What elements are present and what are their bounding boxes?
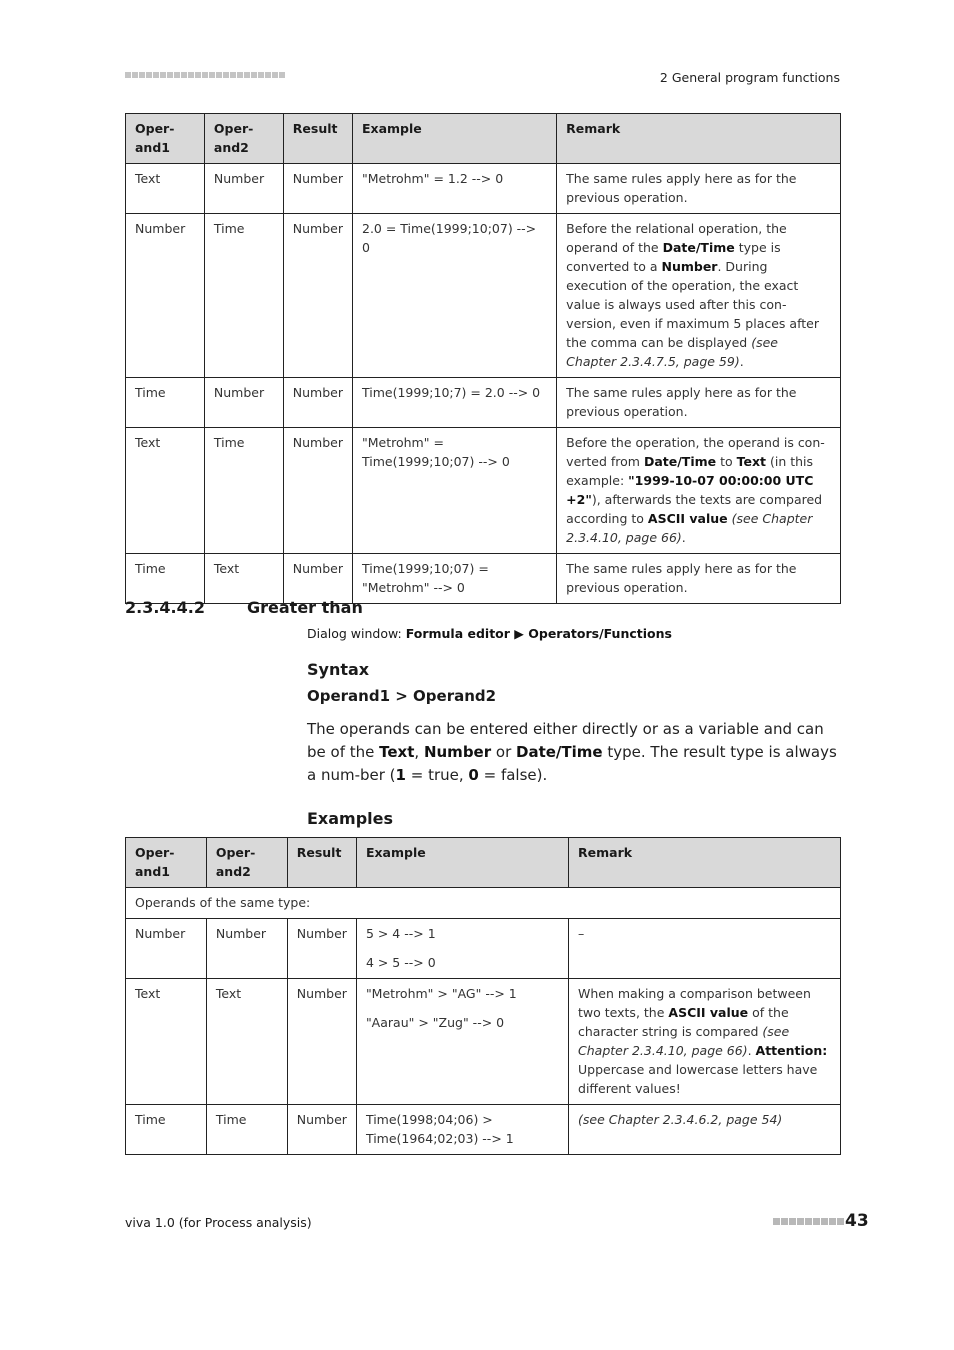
remark-text: . During execution of the operation, the exact value is always used after this con-version, even if maximum 5 places after the comma can be displayed <box>566 259 819 350</box>
header-decoration <box>125 72 285 78</box>
header-example: Example <box>356 838 568 888</box>
cell-result: Number <box>283 554 352 604</box>
cell-operand1: Number <box>126 919 207 979</box>
dialog-window-path <box>307 626 672 641</box>
cell-result: Number <box>287 1105 356 1155</box>
cross-reference[interactable]: (see Chapter 2.3.4.6.2, page 54) <box>569 1105 841 1155</box>
example-line: "Metrohm" > "AG" --> 1 <box>365 986 517 1001</box>
remark-bold: ASCII value <box>647 511 728 526</box>
remark-text: When making a comparison between two texts, the <box>578 986 811 1020</box>
group-row <box>126 888 841 919</box>
header-operand2: Oper- and2 <box>204 114 283 164</box>
table-row <box>126 919 841 979</box>
description-paragraph <box>307 718 841 787</box>
cell-operand2: Time <box>204 214 283 378</box>
cell-operand2: Text <box>204 554 283 604</box>
cell-operand1: Time <box>126 554 205 604</box>
remark-bold: Attention: <box>755 1043 828 1058</box>
header-operand1: Oper- and1 <box>126 838 207 888</box>
cell-result: Number <box>283 378 352 428</box>
cell-remark: The same rules apply here as for the previous operation. <box>557 164 841 214</box>
cell-operand2: Text <box>206 979 287 1105</box>
cell-example: Time(1998;04;06) > Time(1964;02;03) --> 1 <box>356 1105 568 1155</box>
cell-remark <box>569 979 841 1105</box>
cell-remark <box>557 214 841 378</box>
header-result: Result <box>283 114 352 164</box>
cell-result: Number <box>287 919 356 979</box>
cell-remark <box>557 428 841 554</box>
header-operand1: Oper- and1 <box>126 114 205 164</box>
header-remark: Remark <box>569 838 841 888</box>
table-row <box>126 428 841 554</box>
table-row <box>126 378 841 428</box>
product-name: viva 1.0 (for Process analysis) <box>125 1215 312 1230</box>
syntax-expression: Operand1 > Operand2 <box>307 687 497 705</box>
cell-example <box>356 979 568 1105</box>
dialog-path: Formula editor ▶ Operators/Functions <box>405 626 672 641</box>
cell-example: Time(1999;10;7) = 2.0 --> 0 <box>353 378 557 428</box>
cell-operand1: Text <box>126 428 205 554</box>
header-result: Result <box>287 838 356 888</box>
cell-result: Number <box>283 164 352 214</box>
chapter-title: 2 General program functions <box>659 70 840 85</box>
comparison-table-equal <box>125 113 841 604</box>
example-line: 4 > 5 --> 0 <box>365 955 436 970</box>
cell-operand2: Number <box>206 919 287 979</box>
cell-result: Number <box>283 428 352 554</box>
desc-text: The operands can be entered either directly or as a variable and can be of the <box>307 720 824 761</box>
cell-operand1: Number <box>126 214 205 378</box>
remark-text: . <box>681 530 686 545</box>
desc-bold: Date/Time <box>516 743 603 761</box>
header-example: Example <box>353 114 557 164</box>
remark-text: Uppercase and lowercase letters have different values! <box>578 1062 818 1096</box>
remark-text: ), afterwards the texts are compared according to <box>566 492 823 526</box>
remark-text: to <box>716 454 737 469</box>
cell-example: "Metrohm" = 1.2 --> 0 <box>353 164 557 214</box>
remark-bold: Date/Time <box>662 240 735 255</box>
cell-example: "Metrohm" = Time(1999;10;07) --> 0 <box>353 428 557 554</box>
cell-example <box>356 919 568 979</box>
remark-bold: "1999-10-07 00:00:00 UTC +2" <box>566 473 814 507</box>
table-row <box>126 554 841 604</box>
table-header-row <box>126 114 841 164</box>
remark-text: of the character string is compared <box>578 1005 789 1039</box>
desc-bold: Number <box>423 743 492 761</box>
desc-text: = false). <box>478 766 548 784</box>
cell-operand2: Number <box>204 164 283 214</box>
desc-text: or <box>491 743 517 761</box>
cell-example: 2.0 = Time(1999;10;07) --> 0 <box>353 214 557 378</box>
group-label: Operands of the same type: <box>126 888 841 919</box>
remark-bold: Date/Time <box>643 454 717 469</box>
table-header-row <box>126 838 841 888</box>
header-remark: Remark <box>557 114 841 164</box>
dialog-label: Dialog window: <box>307 626 406 641</box>
cell-operand1: Time <box>126 1105 207 1155</box>
header-operand2: Oper- and2 <box>206 838 287 888</box>
page-number: 43 <box>845 1211 869 1231</box>
cell-operand1: Time <box>126 378 205 428</box>
cell-example: Time(1999;10;07) = "Metrohm" --> 0 <box>353 554 557 604</box>
table-row <box>126 979 841 1105</box>
cell-operand2: Time <box>204 428 283 554</box>
cell-operand2: Number <box>204 378 283 428</box>
section-number: 2.3.4.4.2 <box>125 598 205 617</box>
cell-remark: The same rules apply here as for the previous operation. <box>557 554 841 604</box>
footer-decoration <box>773 1218 844 1225</box>
cell-remark: – <box>569 919 841 979</box>
desc-text: = true, <box>405 766 469 784</box>
desc-bold: 0 <box>468 766 479 784</box>
cross-reference[interactable]: (see Chapter 2.3.4.10, page 66) <box>566 511 813 545</box>
remark-bold: Number <box>661 259 718 274</box>
cell-result: Number <box>287 979 356 1105</box>
cell-operand1: Text <box>126 979 207 1105</box>
cross-reference[interactable]: (see Chapter 2.3.4.10, page 66) <box>578 1024 790 1058</box>
desc-bold: Text <box>379 743 415 761</box>
table-row <box>126 1105 841 1155</box>
examples-heading: Examples <box>307 809 394 828</box>
remark-text: (in this example: <box>566 454 814 488</box>
cross-reference[interactable]: (see Chapter 2.3.4.7.5, page 59) <box>566 335 778 369</box>
remark-text: Before the relational operation, the operand of the <box>566 221 787 255</box>
remark-bold: ASCII value <box>668 1005 749 1020</box>
table-row <box>126 164 841 214</box>
cell-remark: The same rules apply here as for the previous operation. <box>557 378 841 428</box>
example-line: 5 > 4 --> 1 <box>365 926 436 941</box>
remark-bold: Text <box>736 454 767 469</box>
remark-text: Before the operation, the operand is con-verted from <box>566 435 825 469</box>
section-title: Greater than <box>247 598 363 617</box>
example-line: "Aarau" > "Zug" --> 0 <box>365 1015 505 1030</box>
cell-result: Number <box>283 214 352 378</box>
desc-bold: 1 <box>395 766 406 784</box>
syntax-heading: Syntax <box>307 660 370 679</box>
cell-operand1: Text <box>126 164 205 214</box>
comparison-table-greater <box>125 837 841 1155</box>
desc-text: type. The result type is always a num-ber ( <box>307 743 837 784</box>
remark-text: type is converted to a <box>566 240 781 274</box>
remark-text: . <box>739 354 744 369</box>
remark-text: . <box>747 1043 756 1058</box>
cell-operand2: Time <box>206 1105 287 1155</box>
table-row <box>126 214 841 378</box>
desc-text: , <box>414 743 424 761</box>
